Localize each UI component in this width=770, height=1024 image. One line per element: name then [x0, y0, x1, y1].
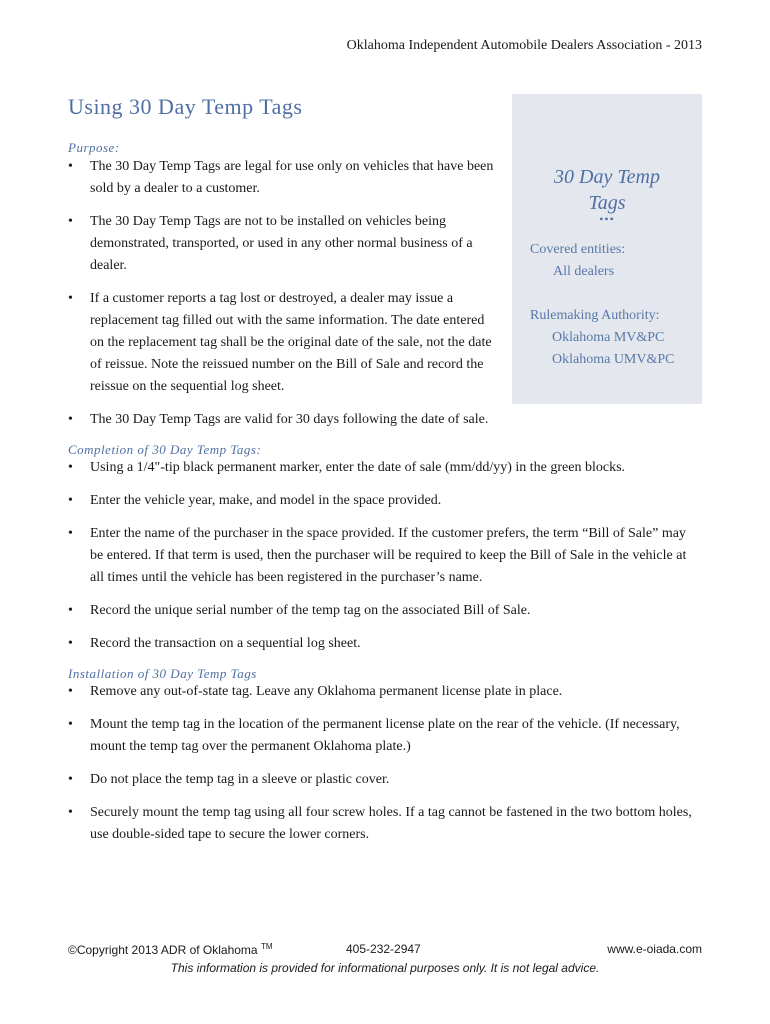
- installation-heading: Installation of 30 Day Temp Tags: [68, 666, 257, 681]
- footer-website[interactable]: www.e-oiada.com: [607, 942, 702, 956]
- purpose-list: [68, 156, 498, 442]
- list-item: • Securely mount the temp tag using all four screw holes. If a tag cannot be fastened in the two bottom holes, use double-sided tape to secure the lower corners.: [68, 802, 693, 846]
- footer-phone: 405-232-2947: [346, 942, 421, 956]
- list-item: • Enter the vehicle year, make, and model in the space provided.: [68, 490, 693, 512]
- page-header: Oklahoma Independent Automobile Dealers Association - 2013: [346, 38, 702, 53]
- sidebar-title-line1: 30 Day Temp: [554, 166, 660, 188]
- copyright-text: ©Copyright 2013 ADR of Oklahoma: [68, 943, 258, 957]
- footer-copyright: [68, 942, 273, 957]
- list-item: • Enter the name of the purchaser in the space provided. If the customer prefers, the term “Bill of Sale” may be entered. If that term is used, then the purchaser will be required to keep the Bill of Sale in the vehicle at all times until the vehicle has been registered in the purchaser’s name.: [68, 523, 693, 589]
- sidebar-title: [512, 164, 702, 216]
- rulemaking-authority-value: Oklahoma UMV&PC: [552, 352, 675, 367]
- footer-disclaimer: This information is provided for informational purposes only. It is not legal advice.: [170, 961, 600, 975]
- trademark-mark: TM: [260, 942, 273, 951]
- covered-entities-value: All dealers: [553, 264, 615, 279]
- rulemaking-authority-label: Rulemaking Authority:: [530, 308, 660, 323]
- list-item: • Mount the temp tag in the location of the permanent license plate on the rear of the vehicle. (If necessary, mount the temp tag over the permanent Oklahoma plate.): [68, 714, 693, 758]
- page-title: Using 30 Day Temp Tags: [68, 94, 303, 119]
- sidebar-title-line2: Tags: [588, 192, 626, 214]
- list-item: • Record the transaction on a sequential log sheet.: [68, 633, 693, 655]
- completion-heading: Completion of 30 Day Temp Tags:: [68, 442, 262, 457]
- list-item: • Using a 1/4"-tip black permanent marker, enter the date of sale (mm/dd/yy) in the green blocks.: [68, 457, 693, 479]
- covered-entities-label: Covered entities:: [530, 242, 626, 257]
- list-item: • The 30 Day Temp Tags are valid for 30 days following the date of sale.: [68, 409, 710, 431]
- list-item: • Remove any out-of-state tag. Leave any Oklahoma permanent license plate in place.: [68, 681, 693, 703]
- list-item: • Do not place the temp tag in a sleeve or plastic cover.: [68, 769, 693, 791]
- list-item: • Record the unique serial number of the temp tag on the associated Bill of Sale.: [68, 600, 693, 622]
- list-item: • The 30 Day Temp Tags are legal for use only on vehicles that have been sold by a dealer to a customer.: [68, 156, 498, 200]
- purpose-heading: Purpose:: [68, 140, 120, 155]
- sidebar-box: [512, 94, 702, 404]
- rulemaking-authority-value: Oklahoma MV&PC: [552, 330, 665, 345]
- list-item: • If a customer reports a tag lost or destroyed, a dealer may issue a replacement tag filled out with the same information. The date entered on the replacement tag shall be the original date of the sale, not the date of reissue. Note the reissued number on the Bill of Sale and record the reissue on the sequential log sheet.: [68, 288, 498, 398]
- installation-list: [68, 681, 693, 857]
- completion-list: [68, 457, 693, 666]
- sidebar-dots: •••: [599, 212, 615, 226]
- list-item: • The 30 Day Temp Tags are not to be installed on vehicles being demonstrated, transported, or used in any other normal business of a dealer.: [68, 211, 498, 277]
